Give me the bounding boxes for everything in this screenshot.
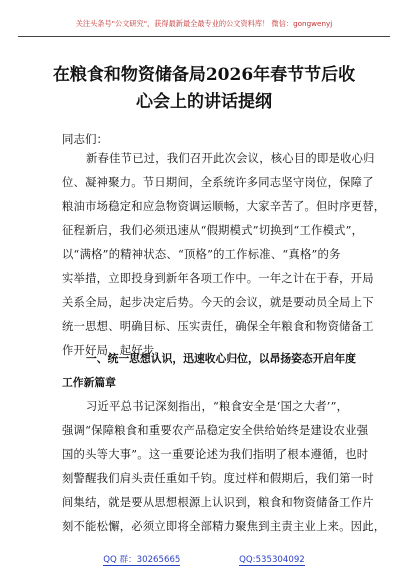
paragraph-line: 粮油市场稳定和应急物资调运顺畅，大家辛苦了。但时序更替， [62,200,386,213]
paragraph-line: 统一思想、明确目标、压实责任，确保全年粮食和物资储备工 [62,320,374,333]
paragraph-line: 刻警醒我们肩头责任重如千钧。度过样和假期后，我们第一时 [62,472,374,485]
paragraph-line: 关系全局，起步决定后势。今天的会议，就是要动员全局上下 [62,296,374,309]
paragraph-intro [62,147,386,363]
header-promo-text: 关注头条号"公文研究"，获得最新最全最专业的公文资料库！ 微信：gongwenyj [75,19,333,28]
paragraph-line: 国的头等大事”。这一重要论述为我们指明了根本遵循，也时 [62,448,369,461]
paragraph-section-1 [62,395,386,539]
heading-line: 一、统一思想认识，迅速收心归位，以昂扬姿态开启年度 [86,352,356,365]
paragraph-line: 新春佳节已过，我们召开此次会议，核心目的即是收心归 [86,152,375,165]
paragraph-line: 实举措，立即投身到新年各项工作中。一年之计在于春，开局 [62,272,374,285]
paragraph-line: 刻不能松懈，必须立即将全部精力聚焦到主责主业上来。因此， [62,520,386,533]
paragraph-line: 征程新启，我们必须迅速从“假期模式”切换到“工作模式”， [62,224,364,237]
footer-qq-link[interactable]: QQ:535304092 [239,555,305,565]
heading-line: 工作新篇章 [62,376,116,389]
title-line: 在粮食和物资储备局2026年春节节后收 [52,65,356,85]
paragraph-line: 作开好局、起好步。 [62,344,166,357]
footer-contact [0,554,408,566]
title-line: 心会上的讲话提纲 [136,92,272,112]
paragraph-line: 位、凝神聚力。节日期间，全系统许多同志坚守岗位，保障了 [62,176,374,189]
paragraph-line: 以“满格”的精神状态、“顶格”的工作标准、“真格”的务 [62,248,341,261]
paragraph-line: 强调“保障粮食和重要农产品稳定安全供给始终是建设农业强 [62,424,369,437]
header-divider [18,36,390,37]
footer-qq-group-link[interactable]: QQ 群：30265665 [103,555,181,565]
paragraph-line: 习近平总书记深刻指出，“粮食安全是‘国之大者’”， [86,400,349,413]
document-title [30,62,378,116]
greeting: 同志们： [62,132,108,146]
section-heading-1 [62,347,362,395]
paragraph-line: 间集结，就是要从思想根源上认识到，粮食和物资储备工作片 [62,496,374,509]
